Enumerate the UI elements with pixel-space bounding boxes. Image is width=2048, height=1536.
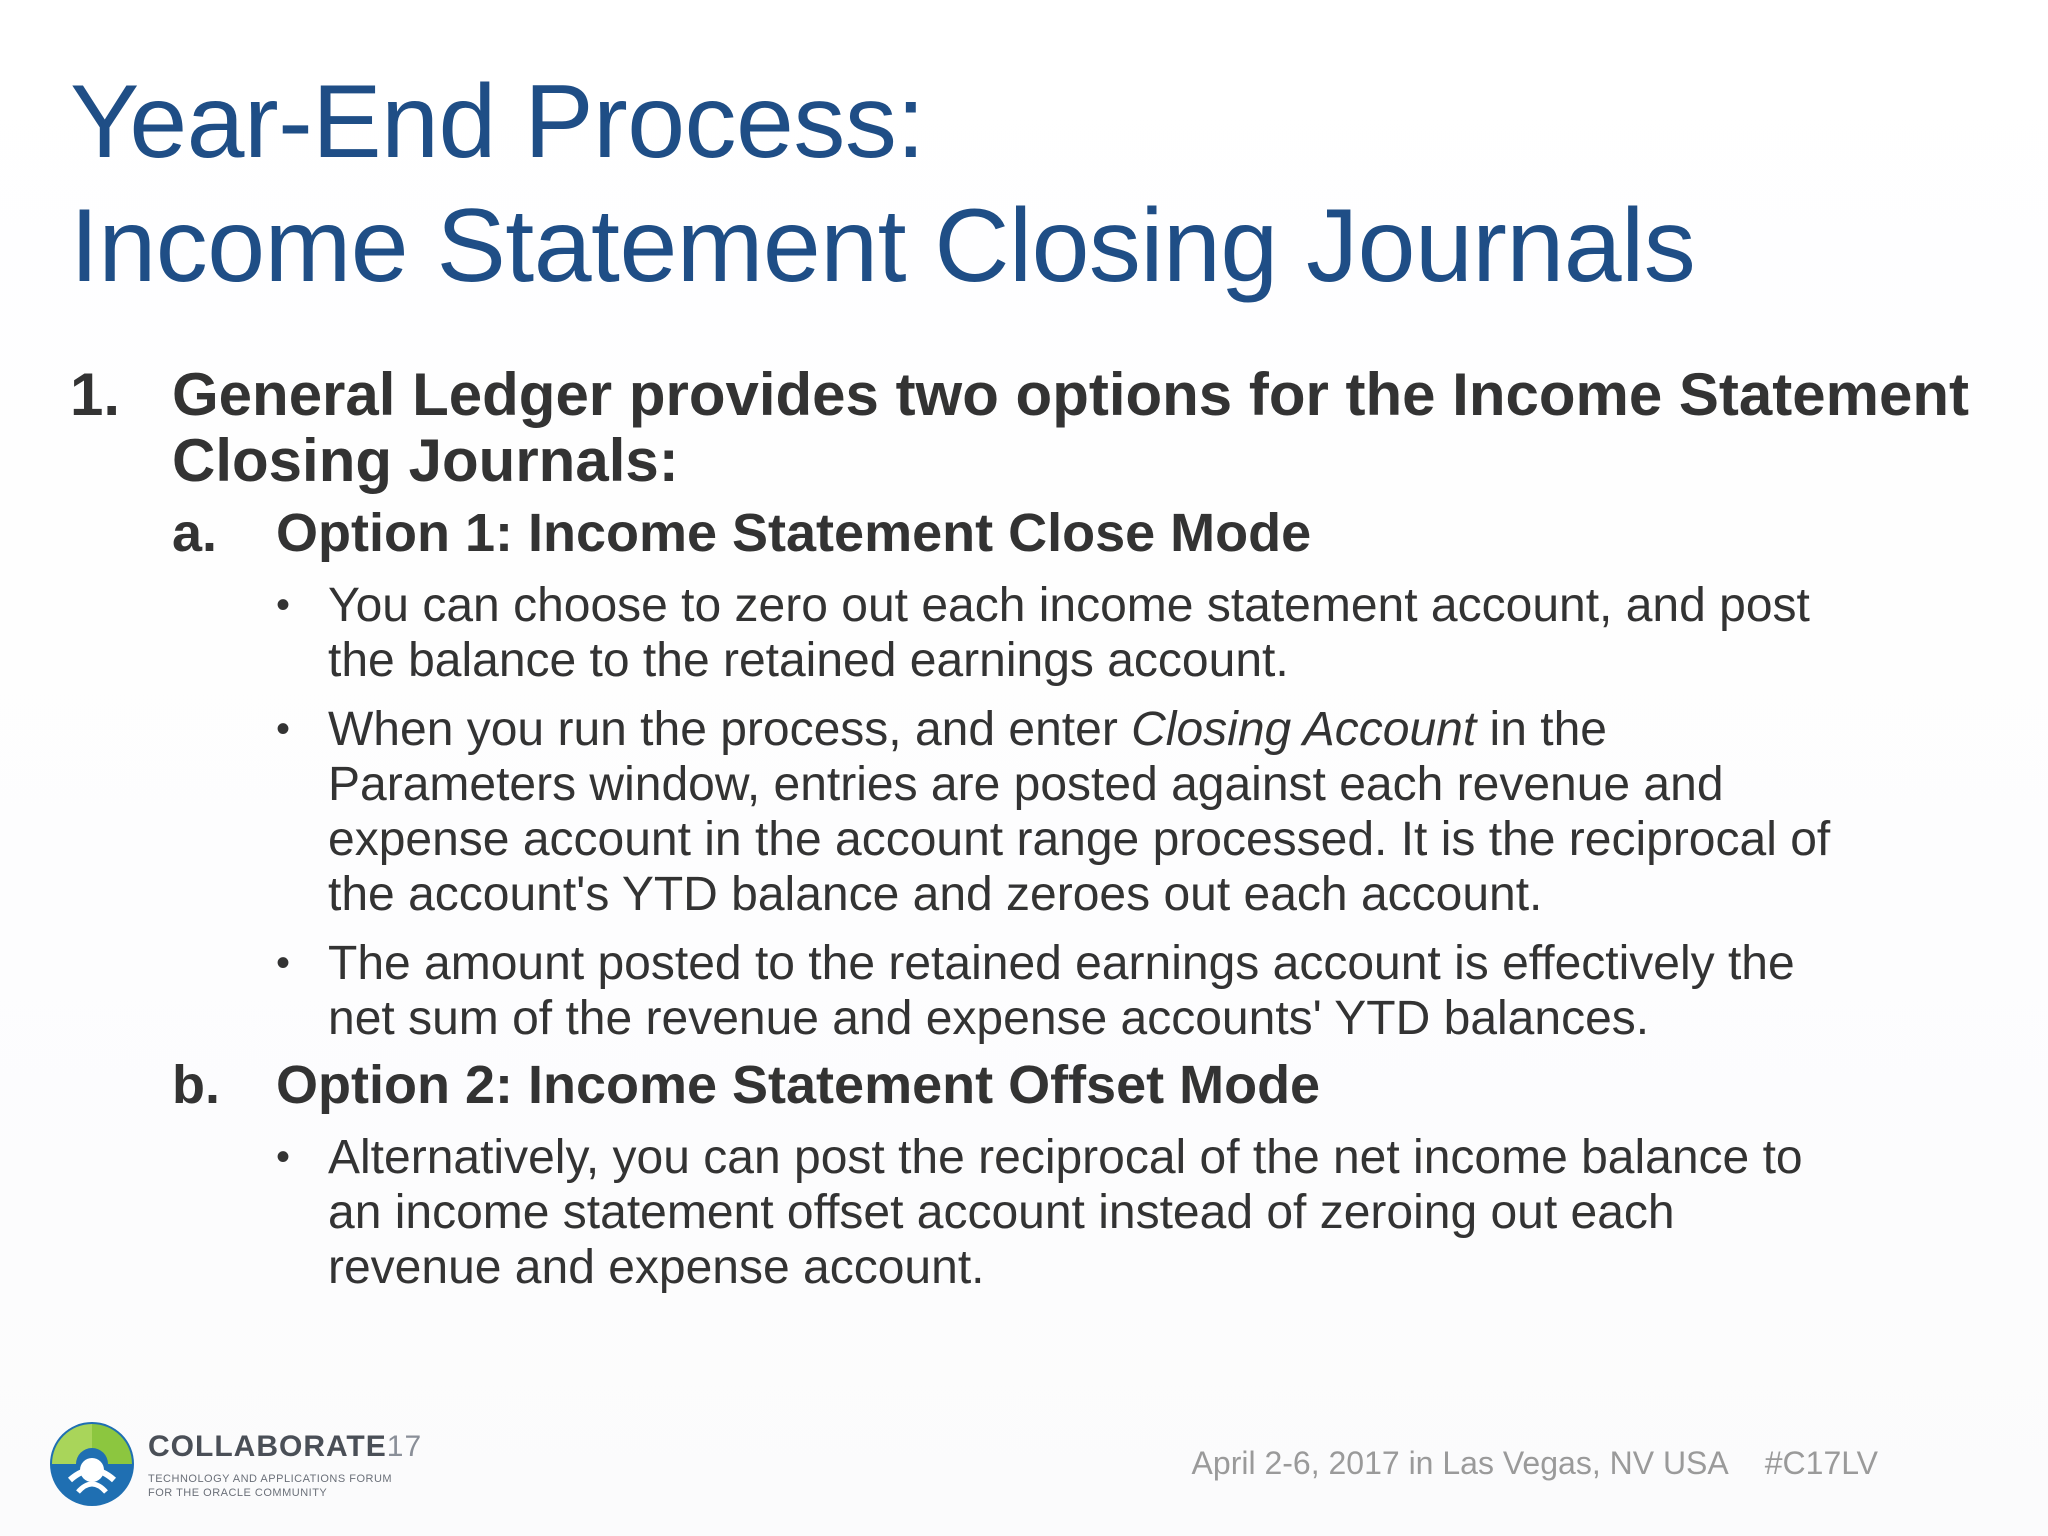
closing-account-term: Closing Account xyxy=(1131,703,1477,756)
option-1-heading: Option 1: Income Statement Close Mode xyxy=(276,503,1312,563)
logo-wordmark xyxy=(148,1430,422,1464)
bullet-item xyxy=(70,702,1990,922)
sub-item-letter: a. xyxy=(172,503,218,563)
sub-item-letter: b. xyxy=(172,1055,220,1115)
event-hashtag: #C17LV xyxy=(1764,1445,1878,1481)
bullet-item xyxy=(70,578,1990,688)
bullet-line: expense account in the account range processed. It is the reciprocal of xyxy=(328,813,1831,866)
title-line-1: Year-End Process: xyxy=(70,64,925,180)
title-line-2: Income Statement Closing Journals xyxy=(70,188,1696,304)
bullet-icon: • xyxy=(276,1135,291,1179)
bullet-line: You can choose to zero out each income statement account, and post xyxy=(328,579,1810,632)
collaborate-logo xyxy=(48,1420,448,1520)
bullet-line: the account's YTD balance and zeroes out each account. xyxy=(328,868,1543,921)
bullet-icon: • xyxy=(276,707,291,751)
event-dates-location: April 2-6, 2017 in Las Vegas, NV USA xyxy=(1191,1445,1729,1481)
bullet-line: Alternatively, you can post the reciprocal of the net income balance to xyxy=(328,1131,1803,1184)
logo-tagline xyxy=(148,1472,392,1500)
logo-number: 17 xyxy=(386,1430,423,1463)
bullet-line: Parameters window, entries are posted against each revenue and xyxy=(328,758,1724,811)
numbered-item-1 xyxy=(70,362,1990,494)
bullet-text: in the xyxy=(1476,703,1607,756)
collaborate-logo-icon xyxy=(48,1420,136,1508)
bullet-line: revenue and expense account. xyxy=(328,1241,985,1294)
item-1-line-2: Closing Journals: xyxy=(172,427,679,494)
bullet-text: When you run the process, and enter xyxy=(328,703,1132,756)
item-number: 1. xyxy=(70,361,121,428)
bullet-line: The amount posted to the retained earnings account is effectively the xyxy=(328,937,1795,990)
sub-item-b xyxy=(70,1054,1990,1116)
bullet-icon: • xyxy=(276,583,291,627)
item-1-line-1: General Ledger provides two options for the Income Statement xyxy=(172,361,1969,428)
slide-content xyxy=(70,362,1990,1295)
slide-title xyxy=(70,60,1970,308)
bullet-line: an income statement offset account instead of zeroing out each xyxy=(328,1186,1675,1239)
footer-event-info xyxy=(1192,1445,1878,1482)
bullet-line: net sum of the revenue and expense accounts' YTD balances. xyxy=(328,992,1650,1045)
sub-item-a xyxy=(70,502,1990,564)
logo-tagline-2: FOR THE ORACLE COMMUNITY xyxy=(148,1487,328,1499)
logo-word: COLLABORATE xyxy=(148,1430,387,1463)
bullet-line: the balance to the retained earnings account. xyxy=(328,634,1289,687)
bullet-item xyxy=(70,936,1990,1046)
logo-tagline-1: TECHNOLOGY AND APPLICATIONS FORUM xyxy=(148,1473,393,1485)
bullet-line xyxy=(328,702,1990,757)
option-2-heading: Option 2: Income Statement Offset Mode xyxy=(276,1055,1321,1115)
bullet-icon: • xyxy=(276,941,291,985)
bullet-item xyxy=(70,1130,1990,1295)
